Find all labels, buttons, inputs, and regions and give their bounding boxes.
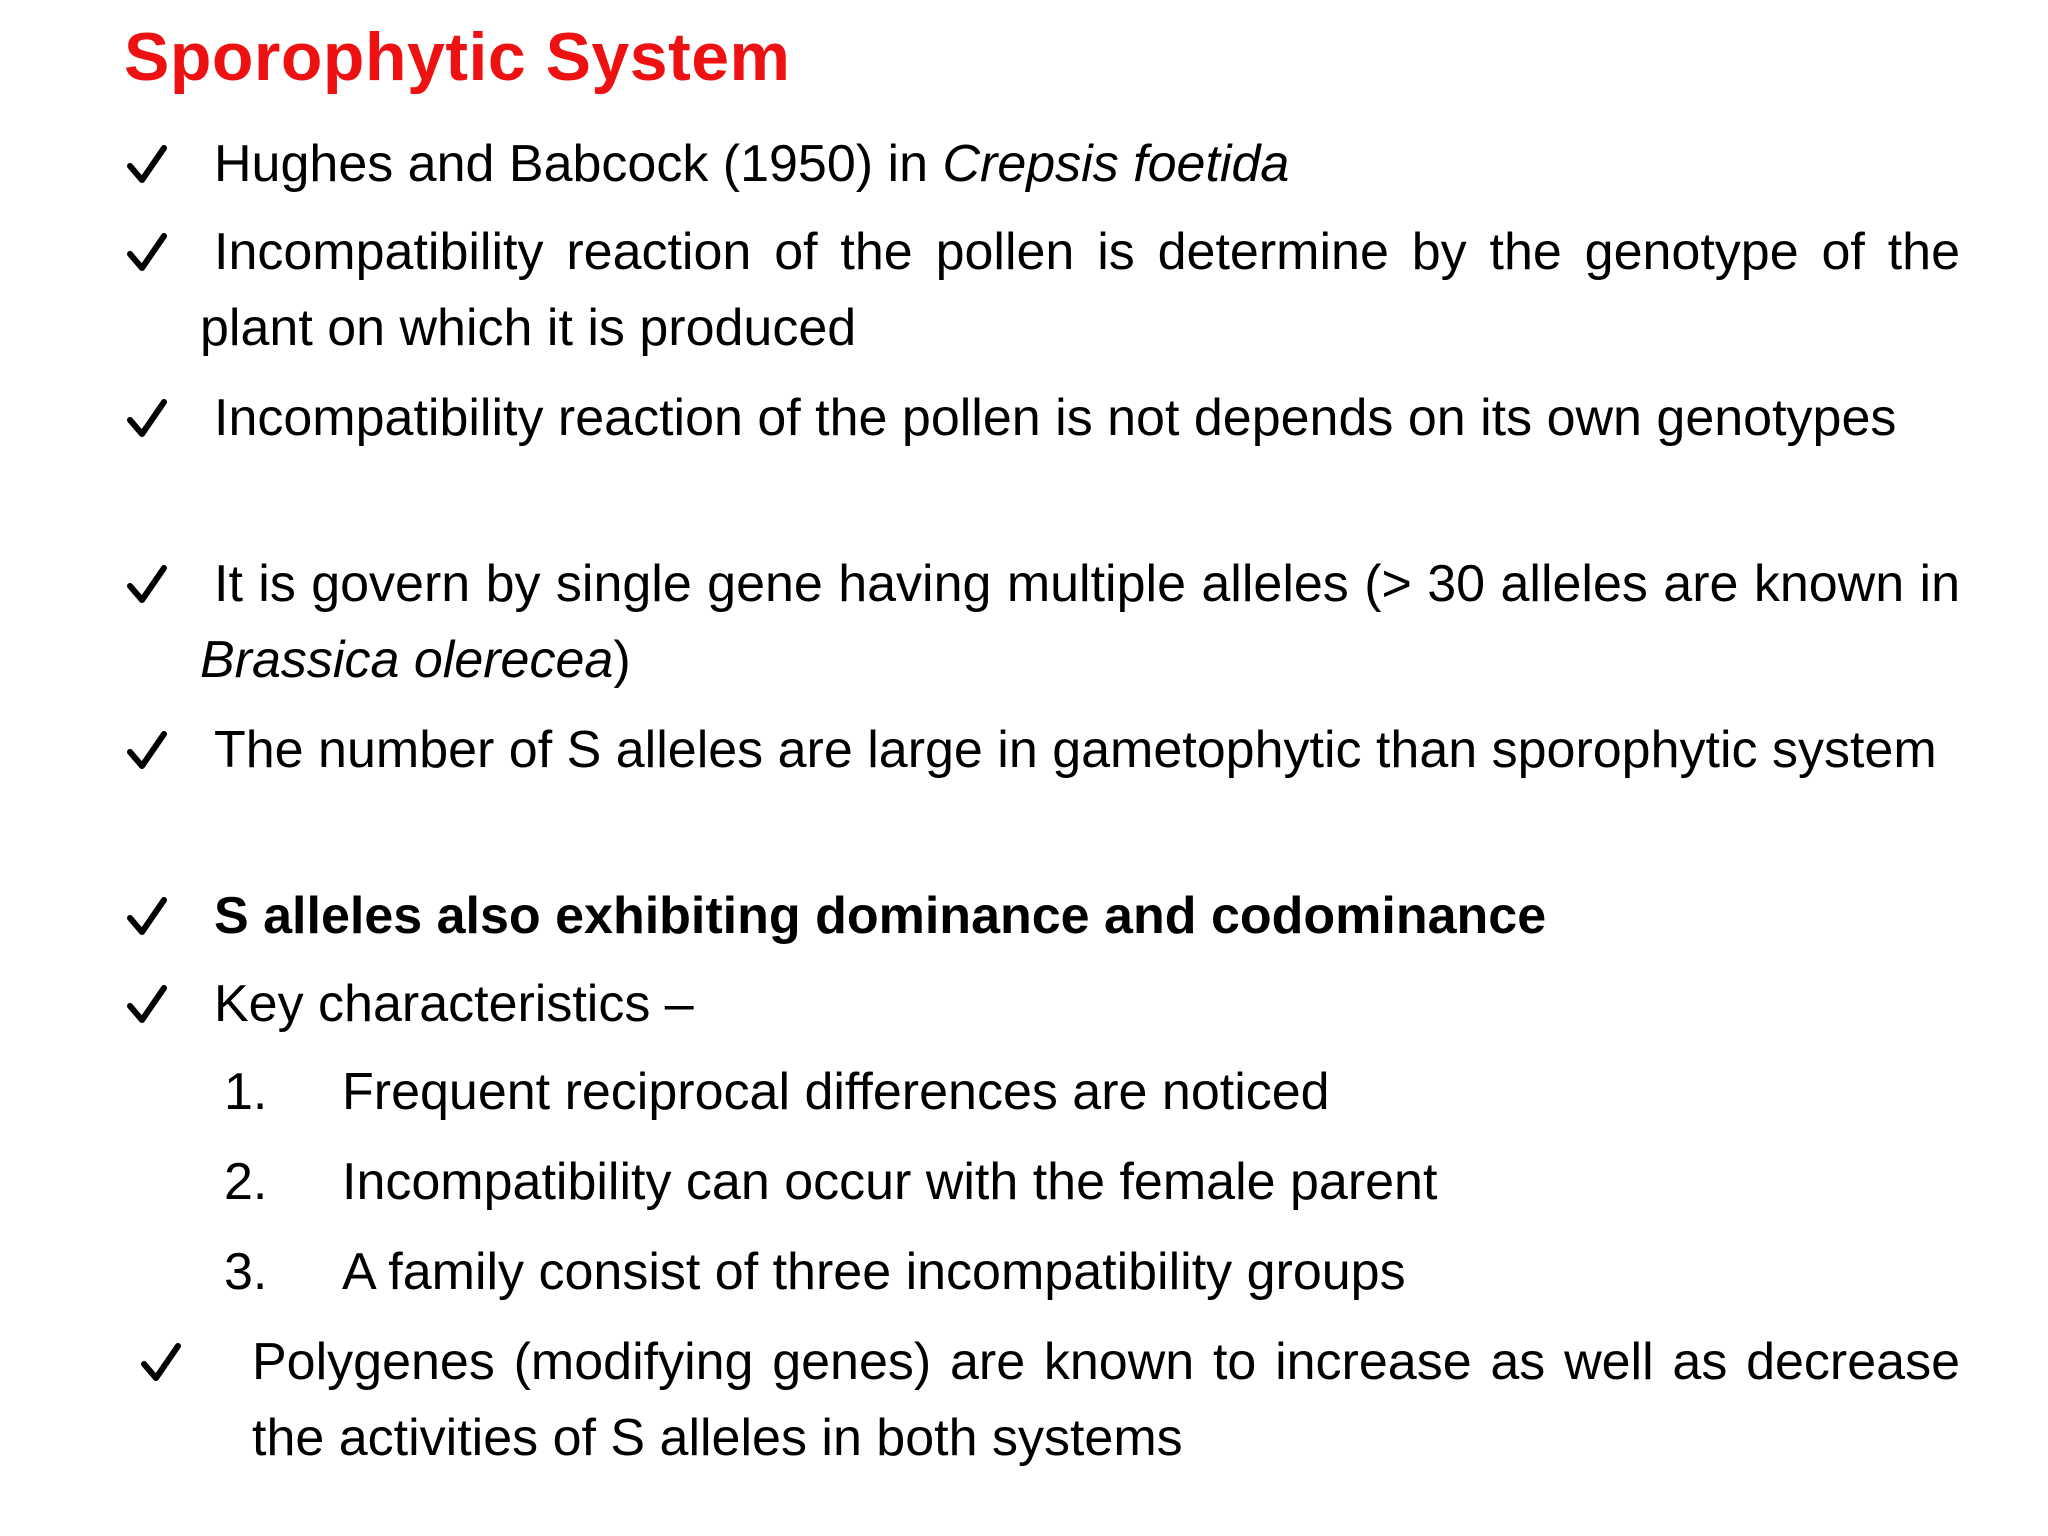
bullet-text-part: Hughes and Babcock (1950) in <box>214 135 943 193</box>
item-text: Frequent reciprocal differences are noticed <box>342 1063 1330 1121</box>
bullet-text-part: S alleles also exhibiting dominance and codominance <box>214 887 1547 945</box>
numbered-item <box>224 1234 1406 1310</box>
bullet-item <box>124 546 1960 698</box>
bullet-item <box>124 1324 1960 1476</box>
numbered-item <box>224 1054 1330 1130</box>
bullet-item <box>124 878 1960 954</box>
bullet-text <box>200 214 1960 366</box>
species-name: Brassica olerecea <box>200 631 614 689</box>
numbered-item <box>224 1144 1437 1220</box>
bullet-text <box>200 546 1960 698</box>
bullet-item <box>124 966 1960 1042</box>
bullet-text-part: The number of S alleles are large in gametophytic than sporophytic system <box>214 721 1937 779</box>
checkmark-icon <box>124 878 174 954</box>
item-number: 3. <box>224 1243 268 1301</box>
checkmark-icon <box>124 546 174 622</box>
item-number: 1. <box>224 1063 268 1121</box>
bullet-text: Polygenes (modifying genes) are known to increase as well as decrease the activities of S alleles in both systems <box>252 1333 1960 1467</box>
item-number: 2. <box>224 1153 268 1211</box>
slide-title: Sporophytic System <box>124 19 791 95</box>
checkmark-icon <box>124 712 174 788</box>
bullet-text <box>200 878 1960 954</box>
bullet-text <box>200 126 1960 202</box>
checkmark-icon <box>124 126 174 202</box>
bullet-text <box>200 966 1960 1042</box>
checkmark-icon <box>124 214 174 290</box>
species-name: Crepsis foetida <box>942 135 1290 193</box>
bullet-item <box>124 712 1960 788</box>
bullet-text-part: Key characteristics – <box>214 975 694 1033</box>
checkmark-icon <box>124 380 174 456</box>
bullet-item <box>124 126 1960 202</box>
bullet-item <box>124 380 1960 456</box>
bullet-text-part: ) <box>613 631 631 689</box>
checkmark-icon <box>138 1324 188 1400</box>
bullet-text <box>200 712 1960 788</box>
bullet-item <box>124 214 1960 366</box>
bullet-text <box>200 380 1960 456</box>
bullet-text-part: It is govern by single gene having multiple alleles (> 30 alleles are known in <box>214 555 1960 613</box>
bullet-text-part: Incompatibility reaction of the pollen is determine by the genotype of the plant on which it is produced <box>200 223 1960 357</box>
item-text: A family consist of three incompatibility groups <box>342 1243 1406 1301</box>
bullet-text-part: Incompatibility reaction of the pollen is not depends on its own genotypes <box>214 389 1897 447</box>
item-text: Incompatibility can occur with the female parent <box>342 1153 1438 1211</box>
checkmark-icon <box>124 966 174 1042</box>
